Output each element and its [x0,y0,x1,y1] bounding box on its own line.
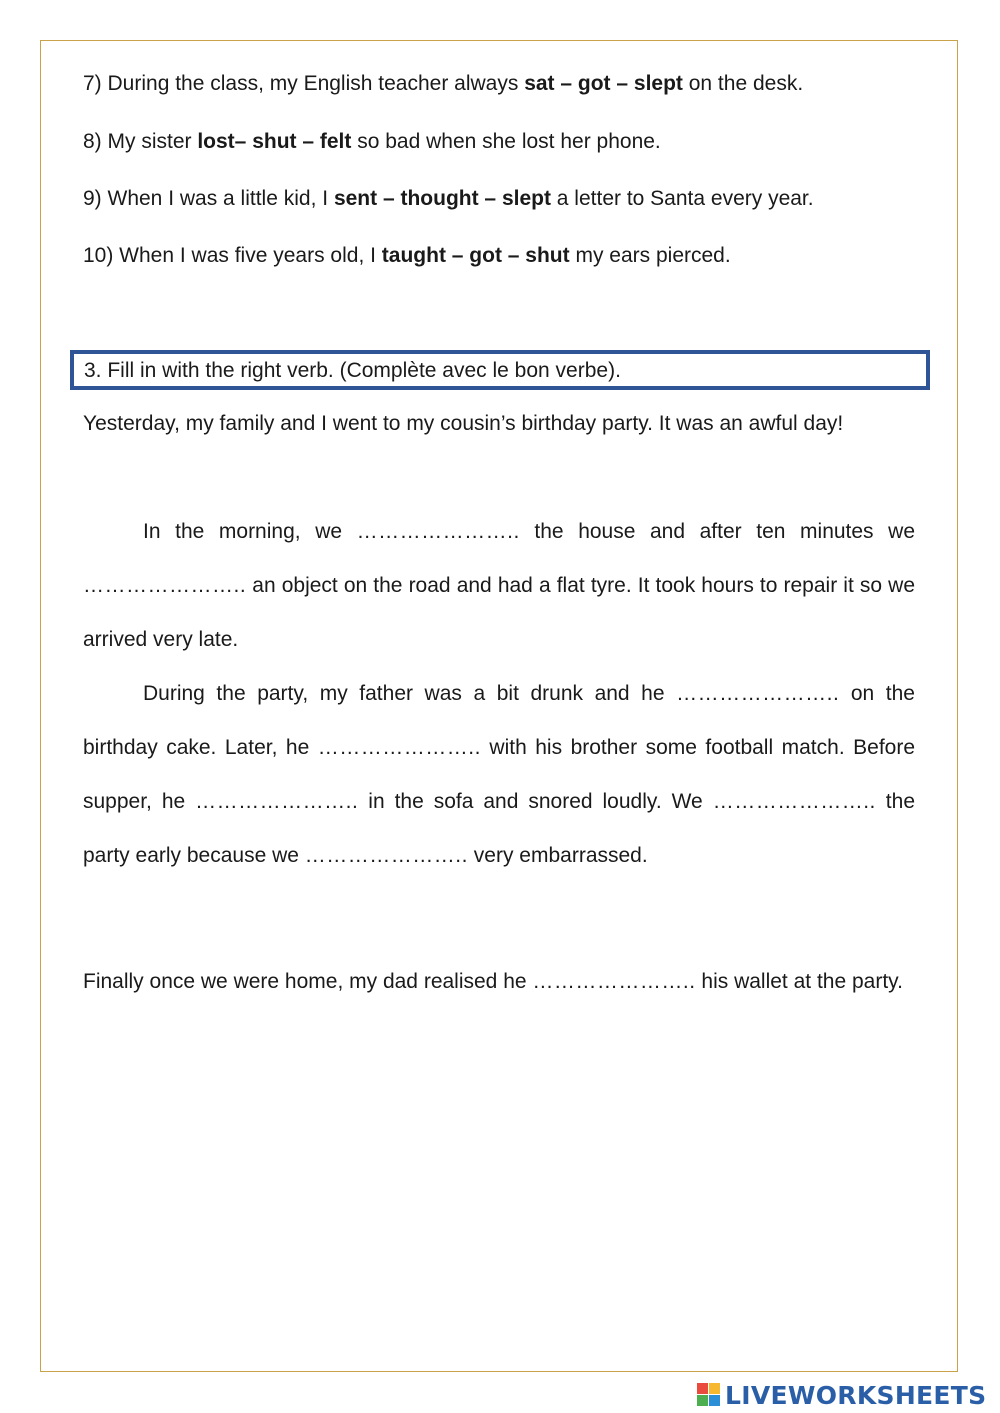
blank-7[interactable]: ………………….. [304,844,468,867]
question-8: 8) My sister lost– shut – felt so bad when she lost her phone. [83,130,661,153]
verb-options: sat – got – slept [524,72,683,95]
blank-6[interactable]: ………………….. [712,790,876,813]
blank-1[interactable]: ………………….. [356,520,520,543]
paragraph-intro: Yesterday, my family and I went to my cousin’s birthday party. It was an awful day! [83,412,844,435]
question-10: 10) When I was five years old, I taught – got – shut my ears pierced. [83,244,731,267]
blank-5[interactable]: ………………….. [195,790,359,813]
verb-options: lost– shut – felt [197,130,352,153]
question-7: 7) During the class, my English teacher always sat – got – slept on the desk. [83,72,804,95]
blank-2[interactable]: ………………….. [83,574,247,597]
section-title: 3. Fill in with the right verb. (Complète avec le bon verbe). [84,359,621,382]
blank-8[interactable]: ………………….. [532,970,696,993]
question-9: 9) When I was a little kid, I sent – thought – slept a letter to Santa every year. [83,187,814,210]
section-3-header [70,350,930,390]
brand-name: LIVEWORKSHEETS [725,1380,987,1410]
paragraph-morning: In the morning, we ………………….. the house and after ten minutes we ………………….. an object on the road and had a flat tyre. It took hours to repair it so we arrived very late. [83,520,915,651]
liveworksheets-logo-icon [697,1383,721,1407]
paragraph-home: Finally once we were home, my dad realised he ………………….. his wallet at the party. [83,970,903,993]
liveworksheets-logo [697,1380,986,1410]
verb-options: sent – thought – slept [333,187,551,210]
verb-options: taught – got – shut [381,244,570,267]
blank-3[interactable]: ………………….. [676,682,840,705]
paragraph-party: During the party, my father was a bit drunk and he ………………….. on the birthday cake. Later, he ………………….. with his brother some football match. Before supper, he ………………….. in the sofa and snored loudly. We ………………….. the party early because we ………………….. very embarrassed. [83,682,916,867]
blank-4[interactable]: ………………….. [317,736,481,759]
